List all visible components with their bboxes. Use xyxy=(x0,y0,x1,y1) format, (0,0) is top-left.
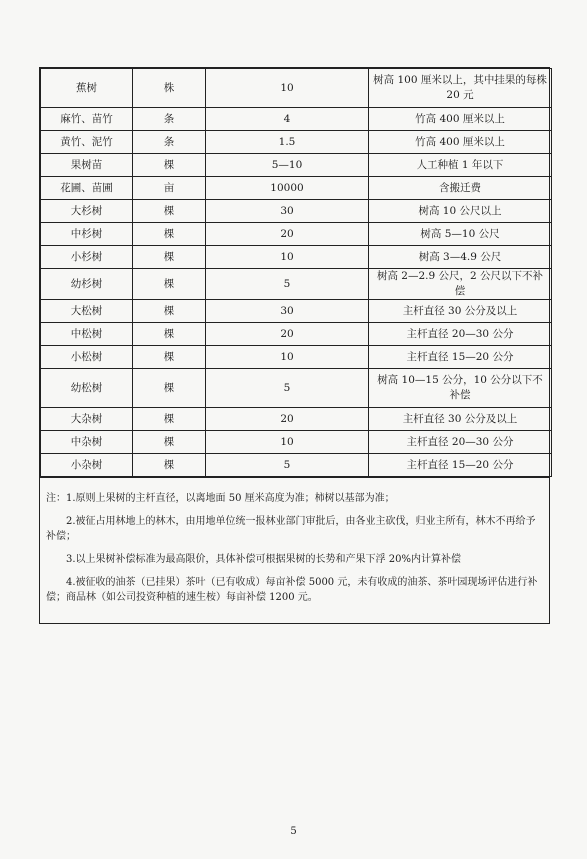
table-row xyxy=(41,269,552,300)
amount-cell: 5 xyxy=(206,369,369,408)
note-cell: 主杆直径 30 公分及以上 xyxy=(369,300,552,323)
tree-name-cell: 大杂树 xyxy=(41,408,133,431)
tree-name-cell: 幼杉树 xyxy=(41,269,133,300)
unit-cell: 条 xyxy=(133,108,206,131)
table-row xyxy=(41,108,552,131)
table-row xyxy=(41,246,552,269)
amount-cell: 10 xyxy=(206,431,369,454)
note-cell: 主杆直径 30 公分及以上 xyxy=(369,408,552,431)
amount-cell: 1.5 xyxy=(206,131,369,154)
table-row xyxy=(41,69,552,108)
note-3: 3.以上果树补偿标准为最高限价，具体补偿可根据果树的长势和产果下浮 20%内计算补偿 xyxy=(66,554,461,565)
table-row xyxy=(41,408,552,431)
note-cell: 主杆直径 15—20 公分 xyxy=(369,346,552,369)
note-cell: 主杆直径 15—20 公分 xyxy=(369,454,552,477)
tree-name-cell: 蕉树 xyxy=(41,69,133,108)
amount-cell: 10000 xyxy=(206,177,369,200)
amount-cell: 20 xyxy=(206,323,369,346)
unit-cell: 棵 xyxy=(133,300,206,323)
note-cell: 树高 10—15 公分，10 公分以下不补偿 xyxy=(369,369,552,408)
tree-name-cell: 麻竹、苗竹 xyxy=(41,108,133,131)
amount-cell: 10 xyxy=(206,346,369,369)
table-row xyxy=(41,300,552,323)
amount-cell: 5—10 xyxy=(206,154,369,177)
table-row xyxy=(41,177,552,200)
tree-name-cell: 小松树 xyxy=(41,346,133,369)
tree-name-cell: 大松树 xyxy=(41,300,133,323)
unit-cell: 棵 xyxy=(133,454,206,477)
unit-cell: 条 xyxy=(133,131,206,154)
unit-cell: 亩 xyxy=(133,177,206,200)
note-4: 4.被征收的油茶（已挂果）茶叶（已有收成）每亩补偿 5000 元，未有收成的油茶、茶叶园现场评估进行补偿；商品林（如公司投资种植的速生桉）每亩补偿 1200 元。 xyxy=(46,577,538,603)
tree-name-cell: 幼松树 xyxy=(41,369,133,408)
note-cell: 树高 5—10 公尺 xyxy=(369,223,552,246)
tree-name-cell: 黄竹、泥竹 xyxy=(41,131,133,154)
table-row xyxy=(41,431,552,454)
table-row xyxy=(41,346,552,369)
unit-cell: 棵 xyxy=(133,223,206,246)
table-row xyxy=(41,454,552,477)
unit-cell: 棵 xyxy=(133,346,206,369)
table-row xyxy=(41,200,552,223)
tree-name-cell: 大杉树 xyxy=(41,200,133,223)
table-row xyxy=(41,369,552,408)
note-cell: 树高 100 厘米以上，其中挂果的每株 20 元 xyxy=(369,69,552,108)
note-2: 2.被征占用林地上的林木，由用地单位统一报林业部门审批后，由各业主砍伐，归业主所有，林木不再给予补偿； xyxy=(46,516,536,542)
note-cell: 主杆直径 20—30 公分 xyxy=(369,431,552,454)
notes-section xyxy=(40,477,549,623)
amount-cell: 10 xyxy=(206,246,369,269)
table-row xyxy=(41,154,552,177)
unit-cell: 棵 xyxy=(133,200,206,223)
table-row xyxy=(41,131,552,154)
note-1: 注：1.原则上果树的主杆直径，以离地面 50 厘米高度为准；柿树以基部为准； xyxy=(46,493,395,504)
unit-cell: 棵 xyxy=(133,246,206,269)
amount-cell: 4 xyxy=(206,108,369,131)
table-row xyxy=(41,223,552,246)
unit-cell: 棵 xyxy=(133,431,206,454)
tree-name-cell: 小杉树 xyxy=(41,246,133,269)
tree-name-cell: 小杂树 xyxy=(41,454,133,477)
compensation-table xyxy=(40,68,552,477)
unit-cell: 棵 xyxy=(133,269,206,300)
unit-cell: 株 xyxy=(133,69,206,108)
note-cell: 竹高 400 厘米以上 xyxy=(369,131,552,154)
note-cell: 人工种植 1 年以下 xyxy=(369,154,552,177)
compensation-sheet xyxy=(39,67,550,624)
note-cell: 树高 10 公尺以上 xyxy=(369,200,552,223)
unit-cell: 棵 xyxy=(133,408,206,431)
amount-cell: 20 xyxy=(206,223,369,246)
note-cell: 竹高 400 厘米以上 xyxy=(369,108,552,131)
amount-cell: 10 xyxy=(206,69,369,108)
tree-name-cell: 果树苗 xyxy=(41,154,133,177)
amount-cell: 30 xyxy=(206,200,369,223)
unit-cell: 棵 xyxy=(133,154,206,177)
amount-cell: 5 xyxy=(206,269,369,300)
tree-name-cell: 中杂树 xyxy=(41,431,133,454)
note-cell: 树高 2—2.9 公尺，2 公尺以下不补偿 xyxy=(369,269,552,300)
note-cell: 含搬迁费 xyxy=(369,177,552,200)
table-row xyxy=(41,323,552,346)
tree-name-cell: 中松树 xyxy=(41,323,133,346)
page-number: 5 xyxy=(290,826,297,837)
tree-name-cell: 花圃、苗圃 xyxy=(41,177,133,200)
unit-cell: 棵 xyxy=(133,323,206,346)
amount-cell: 20 xyxy=(206,408,369,431)
amount-cell: 30 xyxy=(206,300,369,323)
note-cell: 主杆直径 20—30 公分 xyxy=(369,323,552,346)
tree-name-cell: 中杉树 xyxy=(41,223,133,246)
amount-cell: 5 xyxy=(206,454,369,477)
note-cell: 树高 3—4.9 公尺 xyxy=(369,246,552,269)
unit-cell: 棵 xyxy=(133,369,206,408)
